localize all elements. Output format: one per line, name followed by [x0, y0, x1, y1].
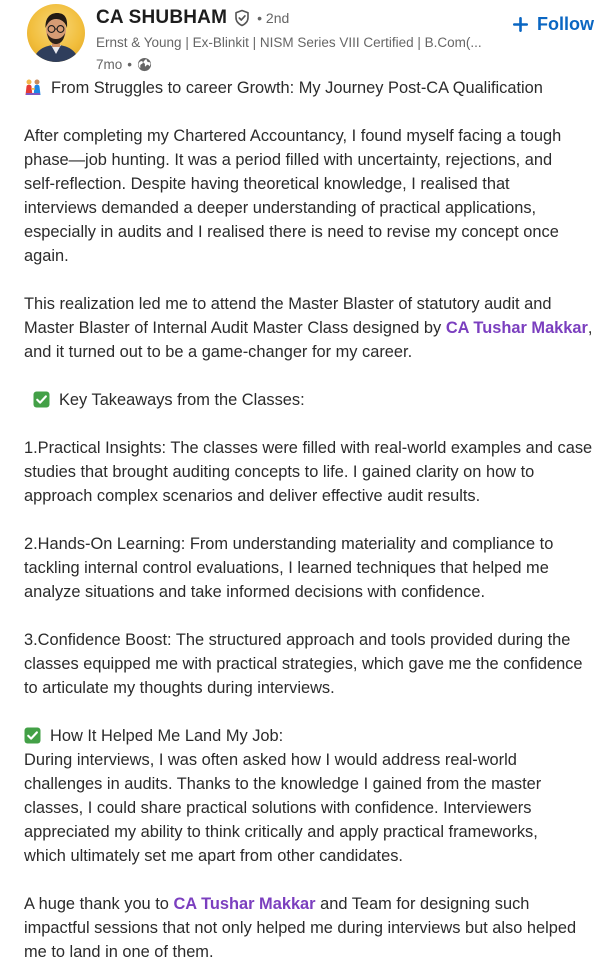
takeaways-heading — [24, 388, 596, 412]
takeaway-point-line: approach complex scenarios and deliver effective audit results. — [24, 487, 481, 505]
thanks-text: A huge thank you to — [24, 895, 174, 913]
helped-line: challenges in audits. Thanks to the knowledge I gained from the master — [24, 775, 542, 793]
intro-line: After completing my Chartered Accountancy, I found myself facing a tough — [24, 127, 562, 145]
thanks-text: and Team for designing such — [315, 895, 530, 913]
takeaway-point-line: 1.Practical Insights: The classes were filled with real-world examples and case — [24, 439, 593, 457]
helped-heading-text: How It Helped Me Land My Job: — [50, 727, 284, 745]
thanks-line: impactful sessions that not only helped me during interviews but also helped — [24, 919, 577, 937]
realization-line — [24, 316, 596, 340]
intro-line: again. — [24, 247, 69, 265]
follow-label: Follow — [537, 13, 594, 34]
post-header — [24, 4, 596, 72]
takeaway-point-line: to articulate my thoughts during interviews. — [24, 679, 335, 697]
author-name-row — [96, 6, 506, 30]
realization-line: and it turned out to be a game-changer for my career. — [24, 343, 413, 361]
check-mark-button-icon — [33, 391, 50, 408]
author-name[interactable]: CA SHUBHAM — [96, 7, 228, 28]
takeaway-point-line: studies that brought auditing concepts to life. I gained clarity on how to — [24, 463, 535, 481]
takeaway-point-line: tackling internal control evaluations, I learned techniques that helped me — [24, 559, 549, 577]
plus-icon — [512, 16, 529, 33]
avatar-portrait-icon — [27, 4, 85, 62]
helped-heading — [24, 724, 596, 748]
verified-badge-icon — [233, 9, 251, 27]
takeaway-point-line: classes equipped me with practical strategies, which gave me the confidence — [24, 655, 583, 673]
helped-line: During interviews, I was often asked how I would address real-world — [24, 751, 517, 769]
people-holding-hands-emoji-icon — [24, 78, 42, 96]
post-body — [24, 76, 596, 964]
mention-link-tushar-makkar[interactable]: CA Tushar Makkar — [445, 319, 588, 337]
takeaway-point-line: 3.Confidence Boost: The structured approach and tools provided during the — [24, 631, 571, 649]
intro-line: especially in audits and I realised there is need to revise my concept once — [24, 223, 559, 241]
thanks-line — [24, 892, 596, 916]
profile-photo-avatar[interactable] — [27, 4, 85, 62]
post-meta — [96, 55, 506, 73]
helped-line: which ultimately set me apart from other candidates. — [24, 847, 403, 865]
intro-line: self-reflection. Despite having theoretical knowledge, I realised that — [24, 175, 510, 193]
thanks-line: me to land in one of them. — [24, 943, 214, 961]
helped-line: classes, I could share practical solutions with confidence. Interviewers — [24, 799, 532, 817]
mention-link-tushar-makkar[interactable]: CA Tushar Makkar — [173, 895, 316, 913]
author-headline: Ernst & Young | Ex-Blinkit | NISM Series VIII Certified | B.Com(... — [96, 35, 482, 50]
connection-degree: • 2nd — [257, 10, 290, 26]
intro-line: interviews demanded a deeper understanding of practical applications, — [24, 199, 537, 217]
realization-line: This realization led me to attend the Master Blaster of statutory audit and — [24, 295, 552, 313]
takeaways-heading-text: Key Takeaways from the Classes: — [59, 391, 305, 409]
realization-text: Master Blaster of Internal Audit Master Class designed by — [24, 319, 446, 337]
follow-button[interactable] — [512, 10, 594, 38]
author-info — [96, 6, 506, 73]
realization-text: , — [587, 319, 593, 337]
takeaway-point-line: 2.Hands-On Learning: From understanding materiality and compliance to — [24, 535, 554, 553]
globe-icon — [137, 57, 152, 72]
post-time[interactable]: 7mo — [96, 56, 123, 72]
meta-separator: • — [127, 56, 132, 72]
intro-line: phase—job hunting. It was a period filled with uncertainty, rejections, and — [24, 151, 553, 169]
takeaway-point-line: analyze situations and take informed decisions with confidence. — [24, 583, 486, 601]
post-title — [24, 76, 596, 100]
helped-line: appreciated my ability to think critically and apply practical frameworks, — [24, 823, 538, 841]
post-title-text: From Struggles to career Growth: My Journey Post-CA Qualification — [51, 79, 543, 97]
check-mark-button-icon — [24, 727, 41, 744]
